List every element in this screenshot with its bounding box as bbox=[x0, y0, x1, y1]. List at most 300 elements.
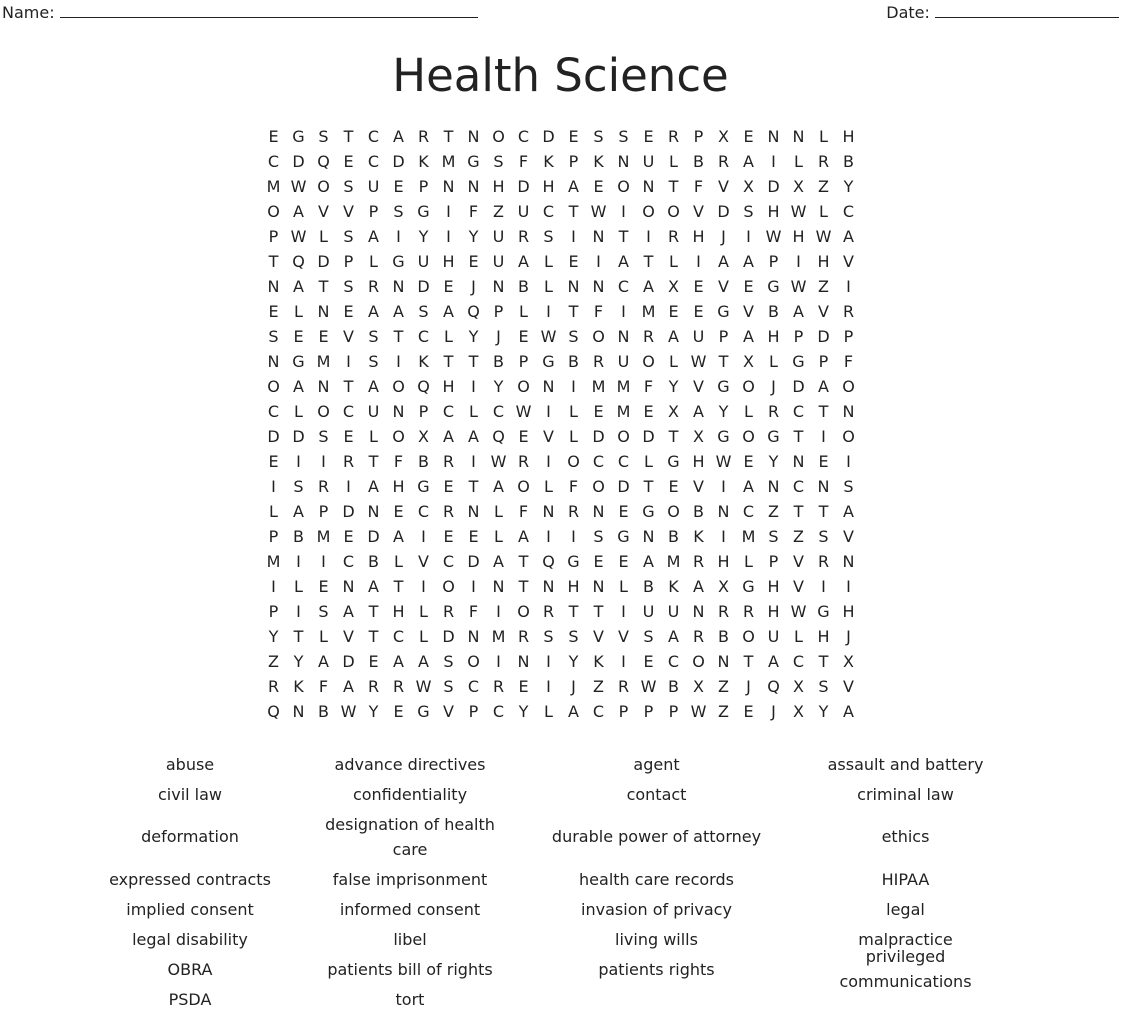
grid-letter: T bbox=[468, 477, 479, 496]
grid-letter: T bbox=[743, 652, 754, 671]
grid-letter: O bbox=[267, 202, 280, 221]
grid-letter: Y bbox=[368, 702, 379, 721]
grid-letter: F bbox=[318, 677, 329, 696]
grid-letter: V bbox=[793, 577, 804, 596]
grid-letter: O bbox=[617, 177, 630, 196]
grid-letter: A bbox=[743, 477, 754, 496]
grid-letter: I bbox=[496, 602, 501, 621]
grid-letter: V bbox=[443, 702, 454, 721]
grid-letter: E bbox=[743, 127, 754, 146]
grid-letter: U bbox=[417, 252, 430, 271]
grid-letter: A bbox=[568, 177, 579, 196]
grid-letter: D bbox=[342, 652, 355, 671]
grid-letter: S bbox=[443, 677, 454, 696]
grid-letter: I bbox=[696, 252, 701, 271]
word-item: confidentiality bbox=[352, 784, 468, 804]
grid-letter: I bbox=[796, 252, 801, 271]
grid-letter: I bbox=[846, 452, 851, 471]
grid-letter: A bbox=[418, 652, 429, 671]
grid-letter: I bbox=[446, 227, 451, 246]
grid-letter: X bbox=[743, 177, 754, 196]
grid-letter: I bbox=[721, 527, 726, 546]
grid-letter: S bbox=[543, 227, 554, 246]
grid-letter: A bbox=[843, 702, 854, 721]
grid-letter: U bbox=[617, 352, 630, 371]
grid-letter: N bbox=[542, 377, 555, 396]
grid-letter: H bbox=[717, 552, 730, 571]
grid-letter: I bbox=[621, 202, 626, 221]
grid-letter: K bbox=[418, 352, 429, 371]
grid-letter: J bbox=[771, 377, 776, 396]
grid-letter: N bbox=[767, 127, 780, 146]
grid-letter: H bbox=[692, 227, 705, 246]
word-item: patients bill of rights bbox=[327, 959, 493, 979]
grid-letter: D bbox=[817, 327, 830, 346]
grid-letter: M bbox=[316, 352, 331, 371]
grid-letter: D bbox=[617, 477, 630, 496]
grid-letter: L bbox=[494, 527, 503, 546]
grid-letter: V bbox=[718, 277, 729, 296]
grid-letter: A bbox=[518, 527, 529, 546]
grid-letter: O bbox=[742, 427, 755, 446]
grid-letter: C bbox=[792, 652, 805, 671]
grid-letter: N bbox=[467, 627, 480, 646]
grid-letter: I bbox=[771, 152, 776, 171]
grid-letter: U bbox=[367, 177, 380, 196]
grid-letter: I bbox=[621, 302, 626, 321]
grid-letter: F bbox=[518, 152, 529, 171]
grid-letter: A bbox=[718, 252, 729, 271]
grid-letter: W bbox=[290, 177, 307, 196]
grid-letter: V bbox=[343, 627, 354, 646]
grid-letter: L bbox=[394, 552, 403, 571]
grid-letter: T bbox=[668, 427, 679, 446]
grid-letter: E bbox=[268, 127, 279, 146]
grid-letter: T bbox=[568, 602, 579, 621]
grid-letter: O bbox=[517, 602, 530, 621]
grid-letter: B bbox=[518, 277, 529, 296]
grid-letter: S bbox=[293, 477, 304, 496]
grid-letter: R bbox=[442, 602, 455, 621]
grid-letter: S bbox=[318, 427, 329, 446]
grid-letter: T bbox=[443, 127, 454, 146]
grid-letter: I bbox=[646, 227, 651, 246]
grid-letter: A bbox=[693, 577, 704, 596]
word-item: assault and battery bbox=[827, 754, 984, 774]
grid-letter: G bbox=[417, 477, 430, 496]
grid-letter: Y bbox=[418, 227, 429, 246]
grid-letter: S bbox=[818, 527, 829, 546]
grid-letter: X bbox=[693, 427, 704, 446]
grid-letter: N bbox=[292, 702, 305, 721]
grid-letter: L bbox=[544, 252, 553, 271]
grid-letter: I bbox=[546, 402, 551, 421]
grid-letter: V bbox=[343, 202, 354, 221]
grid-letter: L bbox=[819, 127, 828, 146]
grid-letter: O bbox=[517, 477, 530, 496]
grid-letter: R bbox=[367, 677, 380, 696]
grid-letter: I bbox=[296, 602, 301, 621]
grid-letter: E bbox=[568, 127, 579, 146]
grid-letter: S bbox=[368, 352, 379, 371]
grid-letter: E bbox=[818, 452, 829, 471]
grid-letter: J bbox=[746, 677, 751, 696]
grid-letter: O bbox=[742, 377, 755, 396]
grid-letter: B bbox=[693, 152, 704, 171]
grid-letter: X bbox=[743, 352, 754, 371]
grid-letter: P bbox=[718, 327, 729, 346]
grid-letter: B bbox=[668, 527, 679, 546]
grid-letter: N bbox=[592, 227, 605, 246]
word-item: malpractice bbox=[858, 929, 953, 949]
grid-letter: O bbox=[567, 452, 580, 471]
grid-letter: W bbox=[765, 227, 782, 246]
grid-letter: A bbox=[643, 277, 654, 296]
grid-letter: K bbox=[593, 652, 604, 671]
grid-letter: E bbox=[518, 327, 529, 346]
grid-letter: P bbox=[568, 152, 579, 171]
grid-letter: N bbox=[842, 402, 855, 421]
grid-letter: C bbox=[442, 402, 455, 421]
grid-letter: E bbox=[743, 702, 754, 721]
grid-letter: I bbox=[546, 527, 551, 546]
grid-letter: O bbox=[517, 377, 530, 396]
grid-letter: T bbox=[368, 602, 379, 621]
grid-letter: M bbox=[591, 377, 606, 396]
grid-letter: E bbox=[743, 452, 754, 471]
grid-letter: R bbox=[742, 602, 755, 621]
grid-letter: U bbox=[492, 227, 505, 246]
grid-letter: N bbox=[842, 552, 855, 571]
grid-letter: I bbox=[571, 377, 576, 396]
grid-letter: N bbox=[592, 502, 605, 521]
word-item: legal bbox=[886, 899, 925, 919]
grid-letter: A bbox=[343, 602, 354, 621]
grid-letter: R bbox=[717, 152, 730, 171]
word-item: patients rights bbox=[598, 959, 715, 979]
grid-letter: G bbox=[417, 202, 430, 221]
grid-letter: Y bbox=[843, 177, 854, 196]
grid-letter: H bbox=[817, 252, 830, 271]
grid-letter: M bbox=[641, 302, 656, 321]
word-row bbox=[70, 947, 1080, 991]
grid-letter: W bbox=[640, 677, 657, 696]
grid-letter: I bbox=[296, 552, 301, 571]
grid-letter: G bbox=[792, 352, 805, 371]
grid-letter: T bbox=[518, 577, 529, 596]
word-item: contact bbox=[626, 784, 687, 804]
grid-letter: U bbox=[492, 252, 505, 271]
grid-letter: G bbox=[467, 152, 480, 171]
grid-letter: W bbox=[490, 452, 507, 471]
grid-letter: E bbox=[593, 402, 604, 421]
grid-letter: V bbox=[593, 627, 604, 646]
word-list bbox=[70, 749, 1080, 1014]
grid-letter: R bbox=[692, 627, 705, 646]
grid-letter: T bbox=[793, 427, 804, 446]
grid-letter: C bbox=[267, 152, 280, 171]
grid-letter: V bbox=[418, 552, 429, 571]
grid-letter: L bbox=[469, 402, 478, 421]
grid-letter: I bbox=[596, 252, 601, 271]
grid-letter: P bbox=[318, 502, 329, 521]
grid-letter: I bbox=[546, 302, 551, 321]
grid-letter: O bbox=[842, 427, 855, 446]
grid-letter: H bbox=[567, 577, 580, 596]
word-item: privileged communications bbox=[839, 947, 972, 991]
page-title: Health Science bbox=[392, 49, 729, 102]
grid-letter: B bbox=[843, 152, 854, 171]
grid-letter: N bbox=[467, 177, 480, 196]
grid-letter: P bbox=[468, 702, 479, 721]
grid-letter: P bbox=[768, 252, 779, 271]
grid-letter: S bbox=[768, 527, 779, 546]
grid-letter: U bbox=[667, 602, 680, 621]
word-row bbox=[70, 894, 1080, 924]
grid-letter: A bbox=[343, 677, 354, 696]
grid-letter: T bbox=[668, 177, 679, 196]
grid-letter: R bbox=[717, 602, 730, 621]
grid-letter: G bbox=[717, 302, 730, 321]
grid-letter: X bbox=[668, 277, 679, 296]
grid-letter: X bbox=[718, 577, 729, 596]
grid-letter: A bbox=[618, 252, 629, 271]
grid-letter: O bbox=[317, 402, 330, 421]
grid-letter: O bbox=[392, 377, 405, 396]
grid-letter: E bbox=[343, 427, 354, 446]
grid-letter: D bbox=[342, 502, 355, 521]
grid-letter: H bbox=[767, 577, 780, 596]
grid-letter: I bbox=[746, 227, 751, 246]
grid-letter: D bbox=[767, 177, 780, 196]
grid-letter: O bbox=[692, 652, 705, 671]
grid-letter: N bbox=[317, 377, 330, 396]
grid-letter: G bbox=[767, 427, 780, 446]
grid-letter: R bbox=[567, 502, 580, 521]
grid-letter: R bbox=[692, 552, 705, 571]
grid-letter: N bbox=[717, 502, 730, 521]
letter-grid bbox=[261, 124, 861, 724]
grid-letter: E bbox=[593, 552, 604, 571]
grid-letter: X bbox=[668, 402, 679, 421]
grid-letter: A bbox=[293, 502, 304, 521]
grid-letter: E bbox=[693, 302, 704, 321]
grid-letter: B bbox=[368, 552, 379, 571]
grid-letter: R bbox=[517, 227, 530, 246]
grid-letter: Y bbox=[718, 402, 729, 421]
grid-letter: W bbox=[815, 227, 832, 246]
grid-letter: Z bbox=[818, 277, 829, 296]
grid-letter: E bbox=[593, 177, 604, 196]
grid-letter: E bbox=[443, 527, 454, 546]
grid-letter: P bbox=[268, 227, 279, 246]
grid-letter: D bbox=[642, 427, 655, 446]
grid-letter: C bbox=[542, 202, 555, 221]
grid-letter: V bbox=[318, 202, 329, 221]
grid-letter: I bbox=[821, 577, 826, 596]
grid-letter: Q bbox=[317, 152, 330, 171]
grid-letter: E bbox=[293, 327, 304, 346]
grid-letter: O bbox=[842, 377, 855, 396]
grid-letter: Y bbox=[818, 702, 829, 721]
grid-letter: H bbox=[442, 252, 455, 271]
grid-letter: J bbox=[496, 327, 501, 346]
grid-letter: T bbox=[368, 452, 379, 471]
grid-letter: N bbox=[567, 277, 580, 296]
grid-letter: I bbox=[821, 427, 826, 446]
grid-letter: M bbox=[316, 527, 331, 546]
grid-letter: N bbox=[492, 577, 505, 596]
word-item: agent bbox=[633, 754, 680, 774]
grid-letter: L bbox=[744, 402, 753, 421]
grid-letter: O bbox=[742, 627, 755, 646]
grid-letter: N bbox=[392, 402, 405, 421]
grid-letter: L bbox=[269, 502, 278, 521]
grid-letter: Y bbox=[468, 327, 479, 346]
grid-letter: N bbox=[467, 127, 480, 146]
grid-letter: H bbox=[392, 477, 405, 496]
grid-letter: K bbox=[593, 152, 604, 171]
grid-letter: A bbox=[843, 502, 854, 521]
grid-letter: B bbox=[643, 577, 654, 596]
word-item: HIPAA bbox=[881, 869, 930, 889]
grid-letter: W bbox=[540, 327, 557, 346]
grid-letter: W bbox=[590, 202, 607, 221]
grid-letter: W bbox=[415, 677, 432, 696]
grid-letter: U bbox=[517, 202, 530, 221]
grid-letter: S bbox=[393, 202, 404, 221]
grid-letter: B bbox=[318, 702, 329, 721]
grid-letter: U bbox=[692, 327, 705, 346]
grid-letter: V bbox=[843, 677, 854, 696]
grid-letter: I bbox=[721, 477, 726, 496]
grid-letter: F bbox=[518, 502, 529, 521]
grid-letter: I bbox=[546, 677, 551, 696]
grid-letter: T bbox=[568, 202, 579, 221]
grid-letter: T bbox=[393, 327, 404, 346]
word-item: living wills bbox=[615, 929, 698, 949]
grid-letter: C bbox=[392, 627, 405, 646]
grid-letter: I bbox=[271, 477, 276, 496]
grid-letter: C bbox=[367, 152, 380, 171]
grid-letter: T bbox=[293, 627, 304, 646]
grid-letter: F bbox=[693, 177, 704, 196]
grid-letter: Q bbox=[767, 677, 780, 696]
date-label: Date: bbox=[886, 3, 930, 22]
grid-letter: R bbox=[442, 452, 455, 471]
grid-letter: O bbox=[267, 377, 280, 396]
grid-letter: D bbox=[417, 277, 430, 296]
word-item: ethics bbox=[881, 827, 930, 846]
grid-letter: Z bbox=[593, 677, 604, 696]
grid-letter: A bbox=[493, 552, 504, 571]
grid-letter: X bbox=[418, 427, 429, 446]
grid-letter: H bbox=[842, 602, 855, 621]
word-item: criminal law bbox=[857, 784, 954, 804]
grid-letter: X bbox=[793, 677, 804, 696]
grid-letter: L bbox=[419, 627, 428, 646]
grid-letter: S bbox=[843, 477, 854, 496]
grid-letter: D bbox=[517, 177, 530, 196]
grid-letter: O bbox=[642, 202, 655, 221]
word-item: deformation bbox=[141, 827, 239, 846]
grid-letter: I bbox=[421, 577, 426, 596]
grid-letter: A bbox=[843, 227, 854, 246]
grid-letter: O bbox=[392, 427, 405, 446]
grid-letter: W bbox=[290, 227, 307, 246]
grid-letter: S bbox=[543, 627, 554, 646]
grid-letter: Q bbox=[292, 252, 305, 271]
grid-letter: T bbox=[318, 277, 329, 296]
grid-letter: E bbox=[668, 477, 679, 496]
grid-letter: N bbox=[592, 277, 605, 296]
grid-letter: G bbox=[292, 352, 305, 371]
grid-letter: I bbox=[321, 552, 326, 571]
grid-letter: F bbox=[393, 452, 404, 471]
word-item: civil law bbox=[157, 784, 223, 804]
grid-letter: E bbox=[618, 552, 629, 571]
grid-letter: B bbox=[768, 302, 779, 321]
grid-letter: H bbox=[392, 602, 405, 621]
grid-letter: C bbox=[342, 402, 355, 421]
grid-letter: W bbox=[515, 402, 532, 421]
grid-letter: L bbox=[319, 227, 328, 246]
grid-letter: L bbox=[794, 152, 803, 171]
grid-letter: B bbox=[418, 452, 429, 471]
grid-letter: R bbox=[667, 227, 680, 246]
grid-letter: N bbox=[517, 652, 530, 671]
grid-letter: X bbox=[693, 677, 704, 696]
grid-letter: A bbox=[393, 127, 404, 146]
grid-letter: J bbox=[571, 677, 576, 696]
grid-letter: C bbox=[442, 552, 455, 571]
grid-letter: N bbox=[542, 502, 555, 521]
grid-letter: Q bbox=[267, 702, 280, 721]
grid-letter: A bbox=[793, 302, 804, 321]
grid-letter: C bbox=[742, 502, 755, 521]
grid-letter: X bbox=[718, 127, 729, 146]
word-row bbox=[70, 749, 1080, 779]
grid-letter: W bbox=[340, 702, 357, 721]
grid-letter: I bbox=[546, 452, 551, 471]
grid-letter: I bbox=[571, 227, 576, 246]
grid-letter: K bbox=[693, 527, 704, 546]
grid-letter: B bbox=[668, 677, 679, 696]
grid-letter: P bbox=[268, 602, 279, 621]
grid-letter: R bbox=[417, 127, 430, 146]
grid-letter: D bbox=[592, 427, 605, 446]
grid-letter: D bbox=[367, 527, 380, 546]
grid-letter: T bbox=[343, 377, 354, 396]
grid-letter: N bbox=[492, 277, 505, 296]
grid-letter: L bbox=[369, 427, 378, 446]
grid-letter: E bbox=[343, 527, 354, 546]
grid-letter: G bbox=[642, 502, 655, 521]
grid-letter: O bbox=[592, 477, 605, 496]
grid-letter: S bbox=[343, 227, 354, 246]
grid-letter: R bbox=[542, 602, 555, 621]
name-field bbox=[2, 3, 478, 22]
grid-letter: I bbox=[471, 577, 476, 596]
grid-letter: L bbox=[319, 627, 328, 646]
grid-letter: S bbox=[743, 202, 754, 221]
grid-letter: L bbox=[669, 252, 678, 271]
grid-letter: O bbox=[667, 202, 680, 221]
grid-letter: E bbox=[643, 652, 654, 671]
grid-letter: G bbox=[667, 452, 680, 471]
grid-letter: V bbox=[843, 252, 854, 271]
grid-letter: I bbox=[396, 352, 401, 371]
